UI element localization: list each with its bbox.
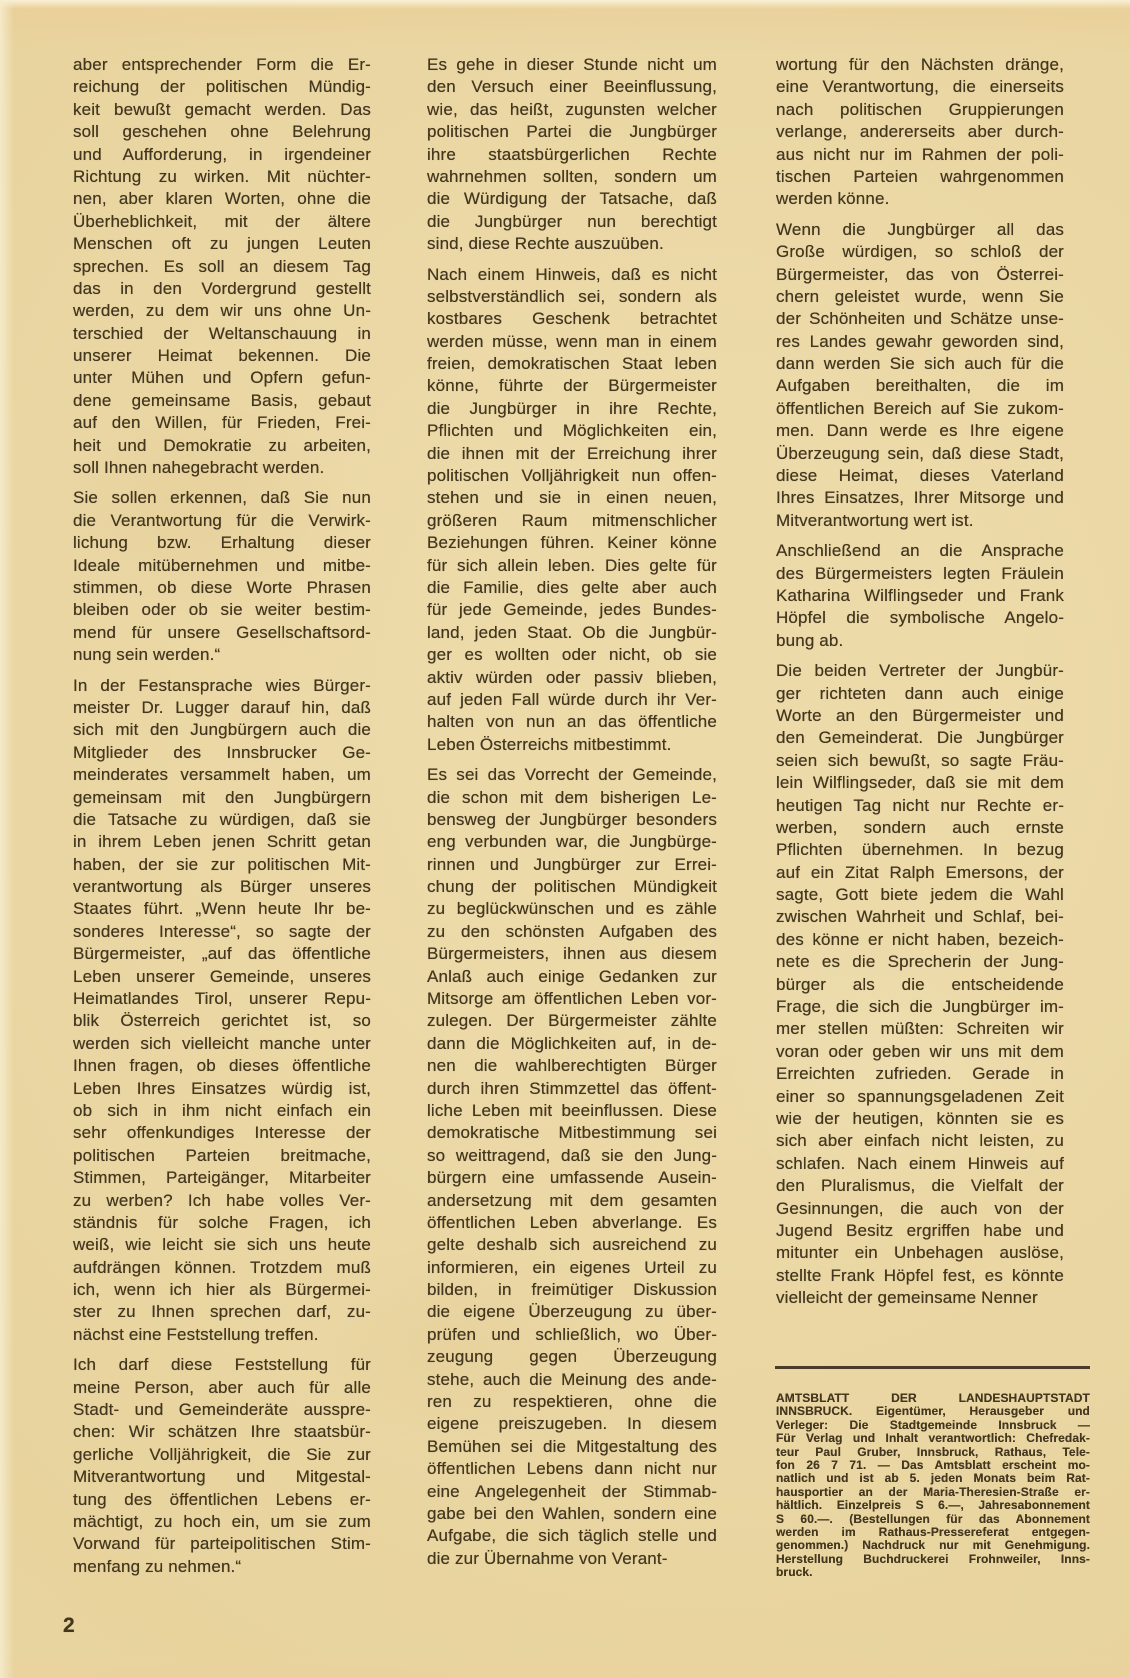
text-line: die zur Übernahme von Verant- bbox=[427, 1548, 668, 1568]
text-column-3 bbox=[776, 54, 1064, 1317]
imprint-line: AMTSBLATT DER LANDESHAUPTSTADT bbox=[776, 1392, 1090, 1405]
text-line: weiß, wie leicht sie sich uns heute bbox=[73, 1235, 371, 1255]
text-line: Sie sollen erkennen, daß Sie nun bbox=[73, 488, 371, 508]
text-line: ob sich in ihm nicht einfach ein bbox=[73, 1100, 371, 1120]
text-line: der Schönheiten und Schätze unse- bbox=[776, 309, 1064, 329]
text-line: Gesinnungen, die auch von der bbox=[776, 1198, 1064, 1218]
text-line: gabe bei den Wahlen, sondern eine bbox=[427, 1504, 717, 1523]
text-line: bürger als die entscheidende bbox=[776, 974, 1064, 994]
text-line: Bürgermeister, das von Österrei- bbox=[776, 264, 1064, 284]
text-line: bensweg der Jungbürger besonders bbox=[427, 809, 717, 829]
text-line: Wenn die Jungbürger all das bbox=[776, 219, 1064, 239]
text-line: stellte Frank Höpfel fest, es könnte bbox=[776, 1265, 1064, 1285]
text-line: informieren, ein eigenes Urteil zu bbox=[427, 1257, 717, 1277]
text-line: ger richteten dann auch einige bbox=[776, 683, 1064, 703]
text-line: aber entsprechender Form die Er- bbox=[73, 55, 371, 74]
text-line: die ihnen mit der Erreichung ihrer bbox=[427, 443, 717, 463]
text-line: nete es die Sprecherin der Jung- bbox=[776, 952, 1064, 972]
paragraph bbox=[73, 54, 371, 479]
text-line: mer stellen müßten: Schreiten wir bbox=[776, 1019, 1064, 1039]
text-line: Beziehungen führen. Keiner könne bbox=[427, 533, 717, 553]
text-line: sich mit den Jungbürgern auch die bbox=[73, 720, 371, 740]
text-line: auf jeden Fall würde durch ihr Ver- bbox=[427, 689, 717, 709]
text-line: land, jeden Staat. Ob die Jungbür- bbox=[427, 622, 717, 642]
text-line: zeugung gegen Überzeugung bbox=[427, 1347, 717, 1367]
text-line: den Pluralismus, die Vielfalt der bbox=[776, 1176, 1064, 1196]
text-line: bürgern eine umfassende Ausein- bbox=[427, 1168, 717, 1188]
text-line: den Gemeinderat. Die Jungbürger bbox=[776, 728, 1064, 748]
text-line: voran oder geben wir uns mit dem bbox=[776, 1041, 1064, 1061]
text-line: lichung bzw. Erhaltung dieser bbox=[73, 533, 371, 553]
imprint-line: S 60.—. (Bestellungen für das Abonnement bbox=[776, 1512, 1090, 1526]
text-line: aufdrängen können. Trotzdem muß bbox=[73, 1257, 371, 1277]
text-line: lein Wilflingseder, daß sie mit dem bbox=[776, 773, 1064, 793]
paragraph bbox=[776, 660, 1064, 1309]
page-number: 2 bbox=[63, 1614, 76, 1637]
text-line: die schon mit dem bisherigen Le- bbox=[427, 787, 717, 807]
text-line: sind, diese Rechte auszuüben. bbox=[427, 234, 664, 254]
imprint-line: werden im Rathaus-Pressereferat entgegen- bbox=[776, 1525, 1090, 1539]
text-line: ger es wollten oder nicht, ob sie bbox=[427, 645, 717, 665]
text-line: ster zu Ihnen sprechen darf, zu- bbox=[73, 1302, 371, 1322]
imprint-line: fon 26 7 71. — Das Amtsblatt erscheint mo- bbox=[776, 1458, 1090, 1472]
text-line: die eigene Überzeugung zu über- bbox=[427, 1302, 717, 1322]
text-line: Mitglieder des Innsbrucker Ge- bbox=[73, 742, 371, 762]
paragraph bbox=[73, 487, 371, 666]
paragraph bbox=[73, 675, 371, 1347]
text-line: sich aber einfach nicht leisten, zu bbox=[776, 1131, 1064, 1151]
text-line: in ihrem Leben jenen Schritt getan bbox=[73, 832, 371, 852]
text-line: Pflichten und Möglichkeiten ein, bbox=[427, 421, 717, 441]
text-line: vielleicht der gemeinsame Nenner bbox=[776, 1288, 1038, 1308]
text-line: Anschließend an die Ansprache bbox=[776, 541, 1064, 561]
text-line: selbstverständlich sei, sondern als bbox=[427, 286, 717, 306]
imprint-line: bruck. bbox=[776, 1566, 813, 1580]
imprint-divider-rule bbox=[775, 1366, 1090, 1369]
paragraph bbox=[776, 54, 1064, 211]
imprint-line: hausportier an der Maria-Theresien-Straße er- bbox=[776, 1485, 1090, 1499]
text-line: tung des öffentlichen Lebens er- bbox=[73, 1489, 371, 1509]
text-line: Bürgermeisters, ihnen aus diesem bbox=[427, 944, 717, 964]
text-line: sonderes Interesse“, so sagte der bbox=[73, 921, 371, 941]
text-line: eine Angelegenheit der Stimmab- bbox=[427, 1481, 717, 1501]
text-line: dann werden Sie sich auch für die bbox=[776, 354, 1064, 374]
text-line: Stadt- und Gemeinderäte ausspre- bbox=[73, 1400, 371, 1420]
text-line: werden sich vielleicht manche unter bbox=[73, 1033, 371, 1053]
text-line: chung der politischen Mündigkeit bbox=[427, 877, 717, 897]
text-line: chen: Wir schätzen Ihre staatsbür- bbox=[73, 1422, 371, 1442]
text-line: bilden, in freimütiger Diskussion bbox=[427, 1280, 717, 1300]
text-line: stehen und sie in einen neuen, bbox=[427, 488, 717, 508]
text-line: chern geleistet wurde, wenn Sie bbox=[776, 286, 1064, 306]
text-line: Mitsorge am öffentlichen Leben vor- bbox=[427, 989, 717, 1009]
text-line: öffentlichen Bereich auf Sie zukom- bbox=[776, 398, 1064, 418]
text-line: verlange, andererseits aber durch- bbox=[776, 122, 1064, 142]
text-column-1 bbox=[73, 54, 371, 1586]
text-line: die Jungbürger nun berechtigt bbox=[427, 211, 717, 231]
text-line: gerliche Volljährigkeit, die Sie zur bbox=[73, 1444, 371, 1464]
text-line: zu den schönsten Aufgaben des bbox=[427, 921, 717, 941]
text-line: zu beglückwünschen und es zähle bbox=[427, 899, 717, 919]
text-line: Erreichten zufrieden. Gerade in bbox=[776, 1064, 1064, 1084]
text-line: sagte, Gott biete jedem die Wahl bbox=[776, 885, 1064, 905]
text-line: Staates führt. „Wenn heute Ihr be- bbox=[73, 899, 371, 919]
text-line: wie der heutigen, könnten sie es bbox=[776, 1108, 1064, 1128]
text-line: meinderates versammelt haben, um bbox=[73, 765, 371, 785]
text-line: werden müsse, wenn man in einem bbox=[427, 331, 717, 351]
text-line: Anlaß auch einige Gedanken zur bbox=[427, 966, 717, 986]
imprint-line: INNSBRUCK. Eigentümer, Herausgeber und bbox=[776, 1405, 1090, 1419]
text-line: heutigen Tag nicht nur Rechte er- bbox=[776, 795, 1064, 815]
text-line: Bemühen sei die Mitgestaltung des bbox=[427, 1436, 717, 1456]
text-line: politischen Volljährigkeit nun offen- bbox=[427, 466, 717, 486]
text-line: freien, demokratischen Staat leben bbox=[427, 354, 717, 374]
text-line: den Versuch einer Beeinflussung, bbox=[427, 77, 717, 97]
text-line: Leben Österreichs mitbestimmt. bbox=[427, 734, 672, 754]
text-line: werben, sondern auch ernste bbox=[776, 817, 1064, 837]
text-line: unter Mühen und Opfern gefun- bbox=[73, 368, 371, 388]
text-line: des könne er nicht haben, bezeich- bbox=[776, 929, 1064, 949]
text-line: Vorwand für parteipolitischen Stim- bbox=[73, 1534, 371, 1554]
text-line: stimmen, ob diese Worte Phrasen bbox=[73, 577, 371, 597]
text-line: terschied der Weltanschauung in bbox=[73, 323, 371, 343]
text-line: Es gehe in dieser Stunde nicht um bbox=[427, 55, 717, 74]
text-line: Mitverantwortung wert ist. bbox=[776, 510, 974, 530]
text-line: öffentlichen Lebens dann nicht nur bbox=[427, 1459, 717, 1479]
text-line: wie, das heißt, zugunsten welcher bbox=[427, 99, 717, 119]
text-line: eine Verantwortung, die einerseits bbox=[776, 77, 1064, 97]
text-line: halten von nun an das öffentliche bbox=[427, 712, 717, 732]
paragraph bbox=[427, 54, 717, 256]
text-line: soll geschehen ohne Belehrung bbox=[73, 122, 371, 142]
text-line: so weittragend, daß sie den Jung- bbox=[427, 1145, 717, 1165]
text-line: Die beiden Vertreter der Jungbür- bbox=[776, 661, 1064, 681]
text-line: Frage, die sich die Jungbürger im- bbox=[776, 997, 1064, 1017]
text-line: Es sei das Vorrecht der Gemeinde, bbox=[427, 765, 717, 785]
imprint-line: Herstellung Buchdruckerei Frohnweiler, Inns- bbox=[776, 1552, 1090, 1566]
text-line: aus nicht nur im Rahmen der poli- bbox=[776, 144, 1064, 164]
text-line: nung sein werden.“ bbox=[73, 645, 221, 665]
text-line: Aufgabe, die sich täglich stelle und bbox=[427, 1526, 717, 1546]
imprint-block bbox=[776, 1392, 1090, 1579]
text-line: werden könne. bbox=[776, 189, 890, 209]
text-line: Große würdigen, so schloß der bbox=[776, 242, 1064, 262]
text-line: ständnis für solche Fragen, ich bbox=[73, 1212, 371, 1232]
text-line: Nach einem Hinweis, daß es nicht bbox=[427, 264, 717, 284]
text-line: keit bewußt gemacht werden. Das bbox=[73, 99, 371, 119]
text-line: andersetzung mit dem gesamten bbox=[427, 1190, 717, 1210]
text-line: eng verbunden war, die Jungbürge- bbox=[427, 832, 717, 852]
text-line: Leben unserer Gemeinde, unseres bbox=[73, 966, 371, 986]
text-line: prüfen und schließlich, wo Über- bbox=[427, 1324, 717, 1344]
text-line: auf den Willen, für Frieden, Frei- bbox=[73, 413, 371, 433]
text-line: dann die Möglichkeiten auf, in de- bbox=[427, 1033, 717, 1053]
imprint-line: hältlich. Einzelpreis S 6.—, Jahresabonnement bbox=[776, 1499, 1090, 1513]
paragraph bbox=[427, 264, 717, 757]
text-line: Leben Ihres Einsatzes würdig ist, bbox=[73, 1078, 371, 1098]
text-line: die Würdigung der Tatsache, daß bbox=[427, 189, 717, 209]
text-line: Ihnen fragen, ob dieses öffentliche bbox=[73, 1056, 371, 1076]
text-line: kostbares Geschenk betrachtet bbox=[427, 309, 717, 329]
text-line: meine Person, aber auch für alle bbox=[73, 1377, 371, 1397]
text-line: das in den Vordergrund gestellt bbox=[73, 278, 371, 298]
text-line: nen die wahlberechtigten Bürger bbox=[427, 1056, 717, 1076]
imprint-line: genommen.) Nachdruck nur mit Genehmigung. bbox=[776, 1539, 1090, 1553]
text-line: sprechen. Es soll an diesem Tag bbox=[73, 256, 371, 276]
text-line: men. Dann werde es Ihre eigene bbox=[776, 421, 1064, 441]
text-line: Pflichten übernehmen. In bezug bbox=[776, 840, 1064, 860]
text-line: Richtung zu wirken. Mit nüchter- bbox=[73, 166, 371, 186]
text-line: gelte deshalb sich ausreichend zu bbox=[427, 1235, 717, 1255]
text-line: nächst eine Feststellung treffen. bbox=[73, 1324, 319, 1344]
text-line: Katharina Wilflingseder und Frank bbox=[776, 585, 1064, 605]
paragraph bbox=[427, 764, 717, 1570]
text-line: haben, der sie zur politischen Mit- bbox=[73, 854, 371, 874]
text-line: dene gemeinsame Basis, gebaut bbox=[73, 390, 371, 410]
text-line: öffentlichen Leben abverlange. Es bbox=[427, 1212, 717, 1232]
text-line: die Verantwortung für die Verwirk- bbox=[73, 510, 371, 530]
text-line: auf ein Zitat Ralph Emersons, der bbox=[776, 862, 1064, 882]
text-line: Ich darf diese Feststellung für bbox=[73, 1355, 371, 1375]
text-line: Ideale mitübernehmen und mitbe- bbox=[73, 555, 371, 575]
text-line: Worte an den Bürgermeister und bbox=[776, 705, 1064, 725]
text-line: Heimatlandes Tirol, unserer Repu- bbox=[73, 989, 371, 1009]
text-line: Ihres Einsatzes, Ihrer Mitsorge und bbox=[776, 488, 1064, 508]
imprint-line: Verleger: Die Stadtgemeinde Innsbruck — bbox=[776, 1418, 1090, 1432]
text-line: liche Leben mit beeinflussen. Diese bbox=[427, 1100, 717, 1120]
text-line: des Bürgermeisters legten Fräulein bbox=[776, 563, 1064, 583]
text-line: könne, führte der Bürgermeister bbox=[427, 376, 717, 396]
text-line: nen, aber klaren Worten, ohne die bbox=[73, 189, 371, 209]
text-line: durch ihren Stimmzettel das öffent- bbox=[427, 1078, 717, 1098]
text-line: Mitverantwortung und Mitgestal- bbox=[73, 1467, 371, 1487]
text-line: ihre staatsbürgerlichen Rechte bbox=[427, 144, 717, 164]
imprint-line: natlich und ist ab 5. jeden Monats beim Rat- bbox=[776, 1472, 1090, 1486]
text-line: die Familie, dies gelte aber auch bbox=[427, 577, 717, 597]
text-line: seien sich bewußt, so sagte Fräu- bbox=[776, 750, 1064, 770]
text-line: zwischen Wahrheit und Schlaf, bei- bbox=[776, 907, 1064, 927]
text-line: diese Heimat, dieses Vaterland bbox=[776, 466, 1064, 486]
text-line: res Landes gewahr geworden sind, bbox=[776, 331, 1064, 351]
text-line: stehe, auch die Meinung des ande- bbox=[427, 1369, 717, 1389]
text-line: wortung für den Nächsten dränge, bbox=[776, 55, 1064, 74]
text-line: menfang zu nehmen.“ bbox=[73, 1556, 242, 1576]
text-line: demokratische Mitbestimmung sei bbox=[427, 1123, 717, 1143]
text-column-2 bbox=[427, 54, 717, 1578]
text-line: Überzeugung sein, daß diese Stadt, bbox=[776, 443, 1064, 463]
text-line: schlafen. Nach einem Hinweis auf bbox=[776, 1153, 1064, 1173]
text-line: Bürgermeister, „auf das öffentliche bbox=[73, 944, 371, 964]
text-line: die Jungbürger in ihre Rechte, bbox=[427, 398, 717, 418]
text-line: politischen Parteien breitmache, bbox=[73, 1145, 371, 1165]
text-line: Höpfel die symbolische Angelo- bbox=[776, 608, 1064, 628]
text-line: ren zu respektieren, ohne die bbox=[427, 1392, 717, 1412]
text-line: wahrnehmen sollten, sondern um bbox=[427, 166, 717, 186]
text-line: zulegen. Der Bürgermeister zählte bbox=[427, 1011, 717, 1031]
text-line: In der Festansprache wies Bürger- bbox=[73, 675, 371, 695]
text-line: gemeinsam mit den Jungbürgern bbox=[73, 787, 371, 807]
text-line: Menschen oft zu jungen Leuten bbox=[73, 234, 371, 254]
text-line: größeren Raum mitmenschlicher bbox=[427, 510, 717, 530]
text-line: Stimmen, Parteigänger, Mitarbeiter bbox=[73, 1168, 371, 1188]
text-line: heit und Demokratie zu arbeiten, bbox=[73, 435, 371, 455]
text-line: mitunter ein Unbehagen auslöse, bbox=[776, 1243, 1064, 1263]
text-line: einer so spannungsgeladenen Zeit bbox=[776, 1086, 1064, 1106]
text-line: blik Österreich gerichtet ist, so bbox=[73, 1011, 371, 1031]
text-line: politischen Partei die Jungbürger bbox=[427, 122, 717, 142]
text-line: nach politischen Gruppierungen bbox=[776, 99, 1064, 119]
text-line: bung ab. bbox=[776, 630, 844, 650]
text-line: Aufgaben bereithalten, die im bbox=[776, 376, 1064, 396]
text-line: unserer Heimat bekennen. Die bbox=[73, 346, 371, 366]
text-line: Überheblichkeit, mit der ältere bbox=[73, 211, 371, 231]
text-line: zu werben? Ich habe volles Ver- bbox=[73, 1190, 371, 1210]
paragraph bbox=[776, 540, 1064, 652]
text-line: bleiben oder ob sie weiter bestim- bbox=[73, 600, 371, 620]
text-line: reichung der politischen Mündig- bbox=[73, 77, 371, 97]
text-line: eigene preiszugeben. In diesem bbox=[427, 1414, 717, 1434]
paragraph bbox=[776, 219, 1064, 532]
text-line: ich, wenn ich hier als Bürgermei- bbox=[73, 1280, 371, 1300]
text-line: mend für unsere Gesellschaftsord- bbox=[73, 622, 371, 642]
text-line: für sich allein leben. Dies gelte für bbox=[427, 555, 717, 575]
text-line: verantwortung als Bürger unseres bbox=[73, 877, 371, 897]
text-line: mächtigt, zu hoch ein, um sie zum bbox=[73, 1512, 371, 1531]
imprint-line: teur Paul Gruber, Innsbruck, Rathaus, Tele- bbox=[776, 1445, 1090, 1459]
text-line: tischen Parteien wahrgenommen bbox=[776, 166, 1064, 186]
text-line: rinnen und Jungbürger zur Errei- bbox=[427, 854, 717, 874]
text-line: Jugend Besitz ergriffen habe und bbox=[776, 1220, 1064, 1240]
text-line: werden, zu dem wir uns ohne Un- bbox=[73, 301, 371, 321]
text-line: für jede Gemeinde, jedes Bundes- bbox=[427, 600, 717, 620]
imprint-line: Für Verlag und Inhalt verantwortlich: Chefredak- bbox=[776, 1432, 1090, 1446]
text-line: sehr offenkundiges Interesse der bbox=[73, 1123, 371, 1143]
text-line: und Aufforderung, in irgendeiner bbox=[73, 144, 371, 164]
text-line: die Tatsache zu würdigen, daß sie bbox=[73, 809, 371, 829]
text-line: soll Ihnen nahegebracht werden. bbox=[73, 458, 325, 478]
paragraph bbox=[73, 1354, 371, 1578]
text-line: aktiv würden oder passiv blieben, bbox=[427, 667, 717, 687]
text-line: meister Dr. Lugger darauf hin, daß bbox=[73, 697, 371, 717]
